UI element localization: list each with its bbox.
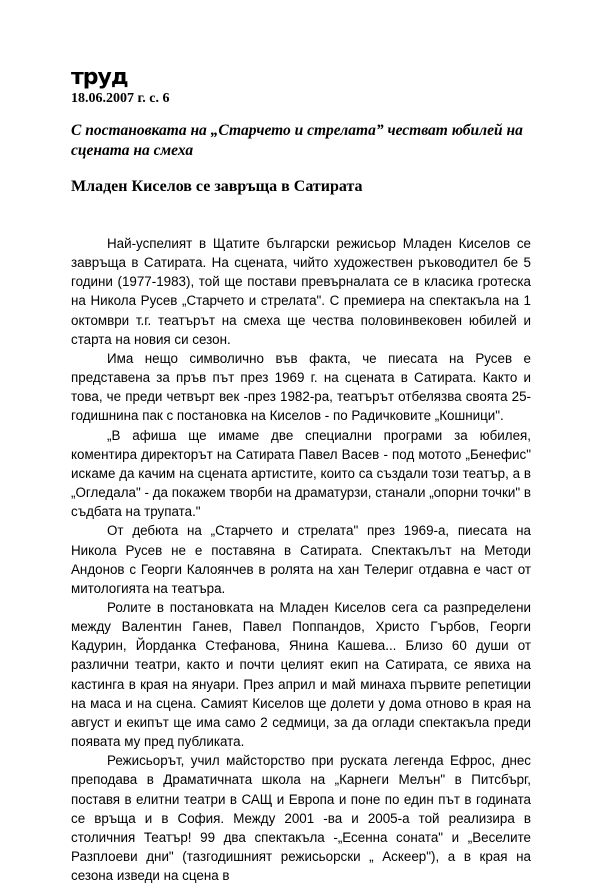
article-paragraph: Най-успелият в Щатите български режисьор Младен Киселов се завръща в Сатирата. На сцената, чийто художествен ръководител бе 5 години (1977-1983), той ще постави превърналата се в класика гротеска на Никола Русев „Старчето и стрелата". С премиера на спектакъла на 1 октомври т.г. театърът на смеха ще чества половинвековен юбилей и старта на новия си сезон. — [71, 236, 531, 347]
publication-date-page: 18.06.2007 г. с. 6 — [71, 91, 170, 106]
article-body — [71, 234, 531, 885]
article-subtitle: С постановката на „Старчето и стрелата” честват юбилей на сцената на смеха — [71, 122, 523, 159]
article-headline: Младен Киселов се завръща в Сатирата — [71, 178, 363, 195]
article-paragraph: От дебюта на „Старчето и стрелата" през 1969-а, пиесата на Никола Русев не е поставяна в Сатирата. Спектакълът на Методи Андонов с Георги Калоянчев в ролята на хан Телериг отдавна е част от митологията на театъра. — [71, 523, 531, 596]
article-paragraph: „В афиша ще имаме две специални програми за юбилея, коментира директорът на Сатирата Павел Васев - под мотото „Бенефис" искаме да качим на сцената артистите, които са създали този театър, а в „Огледала" - да покажем творби на драматурзи, станали „опорни точки" в съдбата на трупата." — [71, 427, 531, 520]
newspaper-logo: труд — [71, 65, 128, 90]
article-paragraph: Има нещо символично във факта, че пиесата на Русев е представена за пръв път през 1969 г. на сцената в Сатирата. Както и това, че преди четвърт век -през 1982-ра, театърът отбелязва своята 25-годишнина пак с постановка на Киселов - по Радичковите „Кошници". — [71, 350, 531, 424]
article-paragraph: Ролите в постановката на Младен Киселов сега са разпределени между Валентин Ганев, Павел Поппандов, Христо Гърбов, Георги Кадурин, Йорданка Стефанова, Янина Кашева... Близо 60 души от различни театри, както и почти целият екип на Сатирата, се явиха на кастинга в края на януари. През април и май минаха първите репетиции на маса и на сцена. Самият Киселов ще долети у дома отново в края на август и екипът ще има само 2 седмици, за да оглади спектакъла преди появата му пред публиката. — [71, 599, 531, 750]
article-paragraph: Режисьорът, учил майсторство при руската легенда Ефрос, днес преподава в Драматичната школа на „Карнеги Мелън" в Питсбърг, поставя в елитни театри в САЩ и Европа и поне по един път в годината се връща и в София. Между 2001 -ва и 2005-а той реализира в столичния Театър! 99 два спектакъла -„Есенна соната" и „Веселите Разплоеви дни" (тазгодишният режисьорски „ Аскеер"), а в края на сезона изведи на сцена в — [71, 753, 531, 884]
